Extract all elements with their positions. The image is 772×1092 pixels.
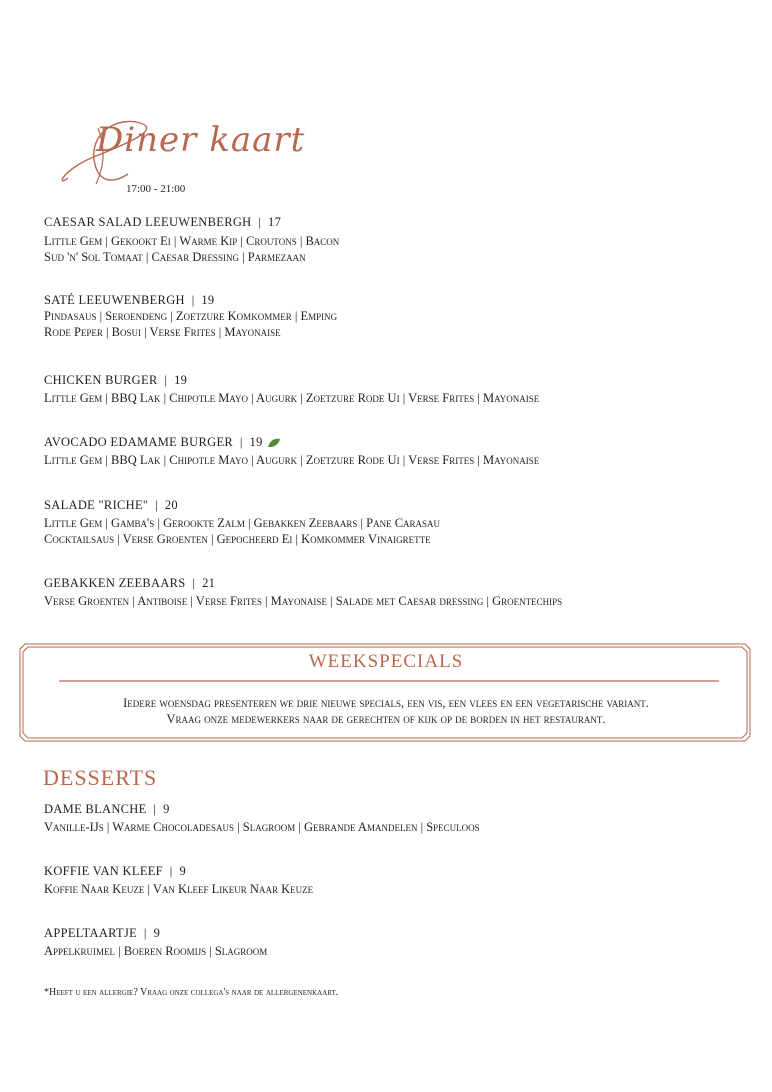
dish-ingredients: Sud 'n' Sol Tomaat | Caesar Dressing | Parmezaan [44,250,306,264]
logo-text: Diner kaart [96,120,306,160]
dish-ingredients: Little Gem | Gamba's | Gerookte Zalm | Gebakken Zeebaars | Pane Carasau [44,516,441,530]
dish-name: SATÉ LEEUWENBERGH | 19 [44,293,215,307]
leaf-icon [267,438,281,448]
dish-gebakken-zeebaars [44,575,744,609]
dish-name: CHICKEN BURGER | 19 [44,373,188,387]
dessert-koffie-van-kleef [44,863,744,897]
dessert-name: KOFFIE VAN KLEEF | 9 [44,864,187,878]
dish-name: SALADE "RICHE" | 20 [44,498,178,512]
weekspecials-title: WEEKSPECIALS [308,651,464,672]
dish-ingredients: Little Gem | Gekookt Ei | Warme Kip | Croutons | Bacon [44,234,340,248]
dish-ingredients: Little Gem | BBQ Lak | Chipotle Mayo | Augurk | Zoetzure Rode Ui | Verse Frites | Mayonaise [44,391,540,405]
dish-caesar-salad [44,214,744,265]
dish-ingredients: Pindasaus | Seroendeng | Zoetzure Komkommer | Emping [44,309,338,323]
dessert-name: DAME BLANCHE | 9 [44,802,170,816]
dessert-ingredients: Vanille-IJs | Warme Chocoladesaus | Slagroom | Gebrande Amandelen | Speculoos [44,820,480,834]
dish-name: GEBAKKEN ZEEBAARS | 21 [44,576,216,590]
dish-ingredients: Rode Peper | Bosui | Verse Frites | Mayonaise [44,325,281,339]
dish-ingredients: Verse Groenten | Antiboise | Verse Frites | Mayonaise | Salade met Caesar dressing | Groentechips [44,594,563,608]
dessert-ingredients: Koffie Naar Keuze | Van Kleef Likeur Naar Keuze [44,882,314,896]
dish-avocado-burger [44,434,744,468]
dish-name: CAESAR SALAD LEEUWENBERGH | 17 [44,215,282,229]
dish-chicken-burger [44,372,744,406]
dish-salade-riche [44,497,744,547]
opening-hours: 17:00 - 21:00 [126,183,186,195]
dish-sate [44,292,744,340]
dessert-appeltaartje [44,925,744,959]
weekspecials-text-line2: Vraag onze medewerkers naar de gerechten of kijk op de borden in het restaurant. [166,712,606,726]
dessert-dame-blanche [44,801,744,835]
allergy-footnote: *Heeft u een allergie? Vraag onze collega's naar de allergenenkaart. [44,987,339,998]
desserts-title: DESSERTS [43,765,158,790]
weekspecials-text-line1: Iedere woensdag presenteren we drie nieuwe specials, een vis, een vlees en een vegetarische variant. [123,696,649,710]
dessert-name: APPELTAARTJE | 9 [44,926,161,940]
dish-name: AVOCADO EDAMAME BURGER | 19 [44,434,744,450]
dessert-ingredients: Appelkruimel | Boeren Roomijs | Slagroom [44,944,268,958]
dish-ingredients: Cocktailsaus | Verse Groenten | Gepocheerd Ei | Komkommer Vinaigrette [44,532,431,546]
dish-ingredients: Little Gem | BBQ Lak | Chipotle Mayo | Augurk | Zoetzure Rode Ui | Verse Frites | Mayonaise [44,453,540,467]
